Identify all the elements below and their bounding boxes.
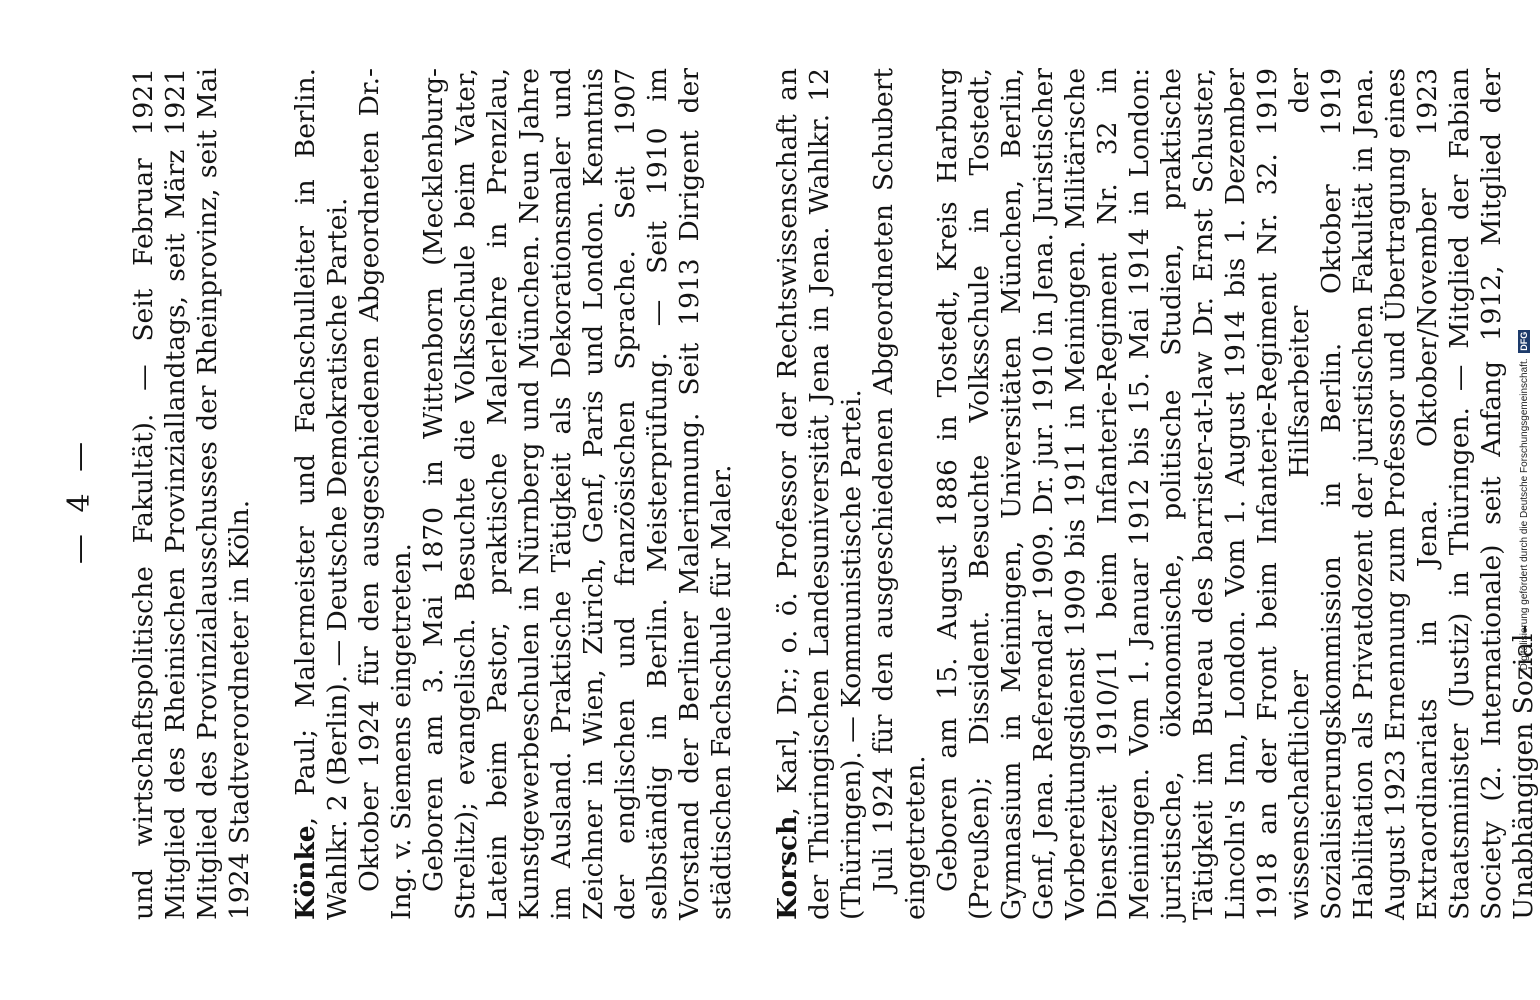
entry-paragraph: Geboren am 15. August 1886 in Tostedt, Kreis Harburg (Preußen); Dissident. Besuchte Volksschule in Tostedt, Gymnasium in Meiningen, Universitäten München, Berlin, Genf, Jena. Referendar 1909. Dr. jur. 1910 in Jena. Juristischer Vorbereitungsdienst 1909 bis 1911 in Meiningen. Militärische Dienstzeit 1910/11 beim Infanterie-Regiment Nr. 32 in Meiningen. Vom 1. Januar 1912 bis 15. Mai 1914 in London: juristische, ökonomische, politische Studien, praktische Tätigkeit im Bureau des barrister-at-law Dr. Ernst Schuster, Lincoln's Inn, London. Vom 1. August 1914 bis 1. Dezember 1918 an der Front beim Infanterie-Regiment Nr. 32. 1919 wissenschaftlicher Hilfsarbeiter der Sozialisierungskommission in Berlin. Oktober 1919 Habilitation als Privatdozent der juristischen Fakultät in Jena. August 1923 Ernennung zum Professor und Übertragung eines Extraordinariats in Jena. Oktober/November 1923 Staatsminister (Justiz) in Thüringen. — Mitglied der Fabian Society (2. Internationale) seit Anfang 1912, Mitglied der Unabhängigen Sozial- xyxy=(932,68,1539,920)
page-content xyxy=(128,68,1540,920)
entry-name: Korsch xyxy=(772,815,803,920)
entry-paragraph: Juli 1924 für den ausgeschiedenen Abgeordneten Schubert eingetreten. xyxy=(868,68,931,920)
entry-name: Könke xyxy=(290,825,321,920)
entry-header xyxy=(772,68,868,920)
dfg-logo: DFG xyxy=(1519,331,1530,351)
biography-entry-koenke xyxy=(290,68,738,920)
credit-text: Digitalisierung gefördert durch die Deutsche Forschungsgemeinschaft. xyxy=(1519,358,1530,671)
digitization-credit xyxy=(1518,0,1532,1000)
entry-paragraph: Geboren am 3. Mai 1870 in Wittenborn (Mecklenburg-Strelitz); evangelisch. Besuchte die Volksschule beim Vater, Latein beim Pastor, praktische Malerlehre in Prenzlau, Kunstgewerbeschulen in Nürnberg und München. Neun Jahre im Ausland. Praktische Tätigkeit als Dekorationsmaler und Zeichner in Wien, Zürich, Genf, Paris und London. Kenntnis der englischen und französischen Sprache. Seit 1907 selbständig in Berlin. Meisterprüfung. — Seit 1910 im Vorstand der Berliner Malerinnung. Seit 1913 Dirigent der städtischen Fachschule für Maler. xyxy=(418,68,737,920)
page-number: — 4 — xyxy=(62,435,97,565)
biography-entry-korsch xyxy=(772,68,1540,920)
entry-header-text: , Paul; Malermeister und Fachschulleiter in Berlin. Wahlkr. 2 (Berlin). — Deutsche Demokratische Partei. xyxy=(290,68,353,920)
entry-paragraph: Oktober 1924 für den ausgeschiedenen Abgeordneten Dr.-Ing. v. Siemens eingetreten. xyxy=(354,68,417,920)
entry-header xyxy=(290,68,354,920)
entry-header-text: , Karl, Dr.; o. ö. Professor der Rechtswissenschaft an der Thüringischen Landesuniversität Jena in Jena. Wahlkr. 12 (Thüringen). — Kommunistische Partei. xyxy=(772,68,867,920)
continuation-paragraph: und wirtschaftspolitische Fakultät). — Seit Februar 1921 Mitglied des Rheinischen Provinziallandtags, seit März 1921 Mitglied des Provinzialausschusses der Rheinprovinz, seit Mai 1924 Stadtverordneter in Köln. xyxy=(128,68,255,920)
